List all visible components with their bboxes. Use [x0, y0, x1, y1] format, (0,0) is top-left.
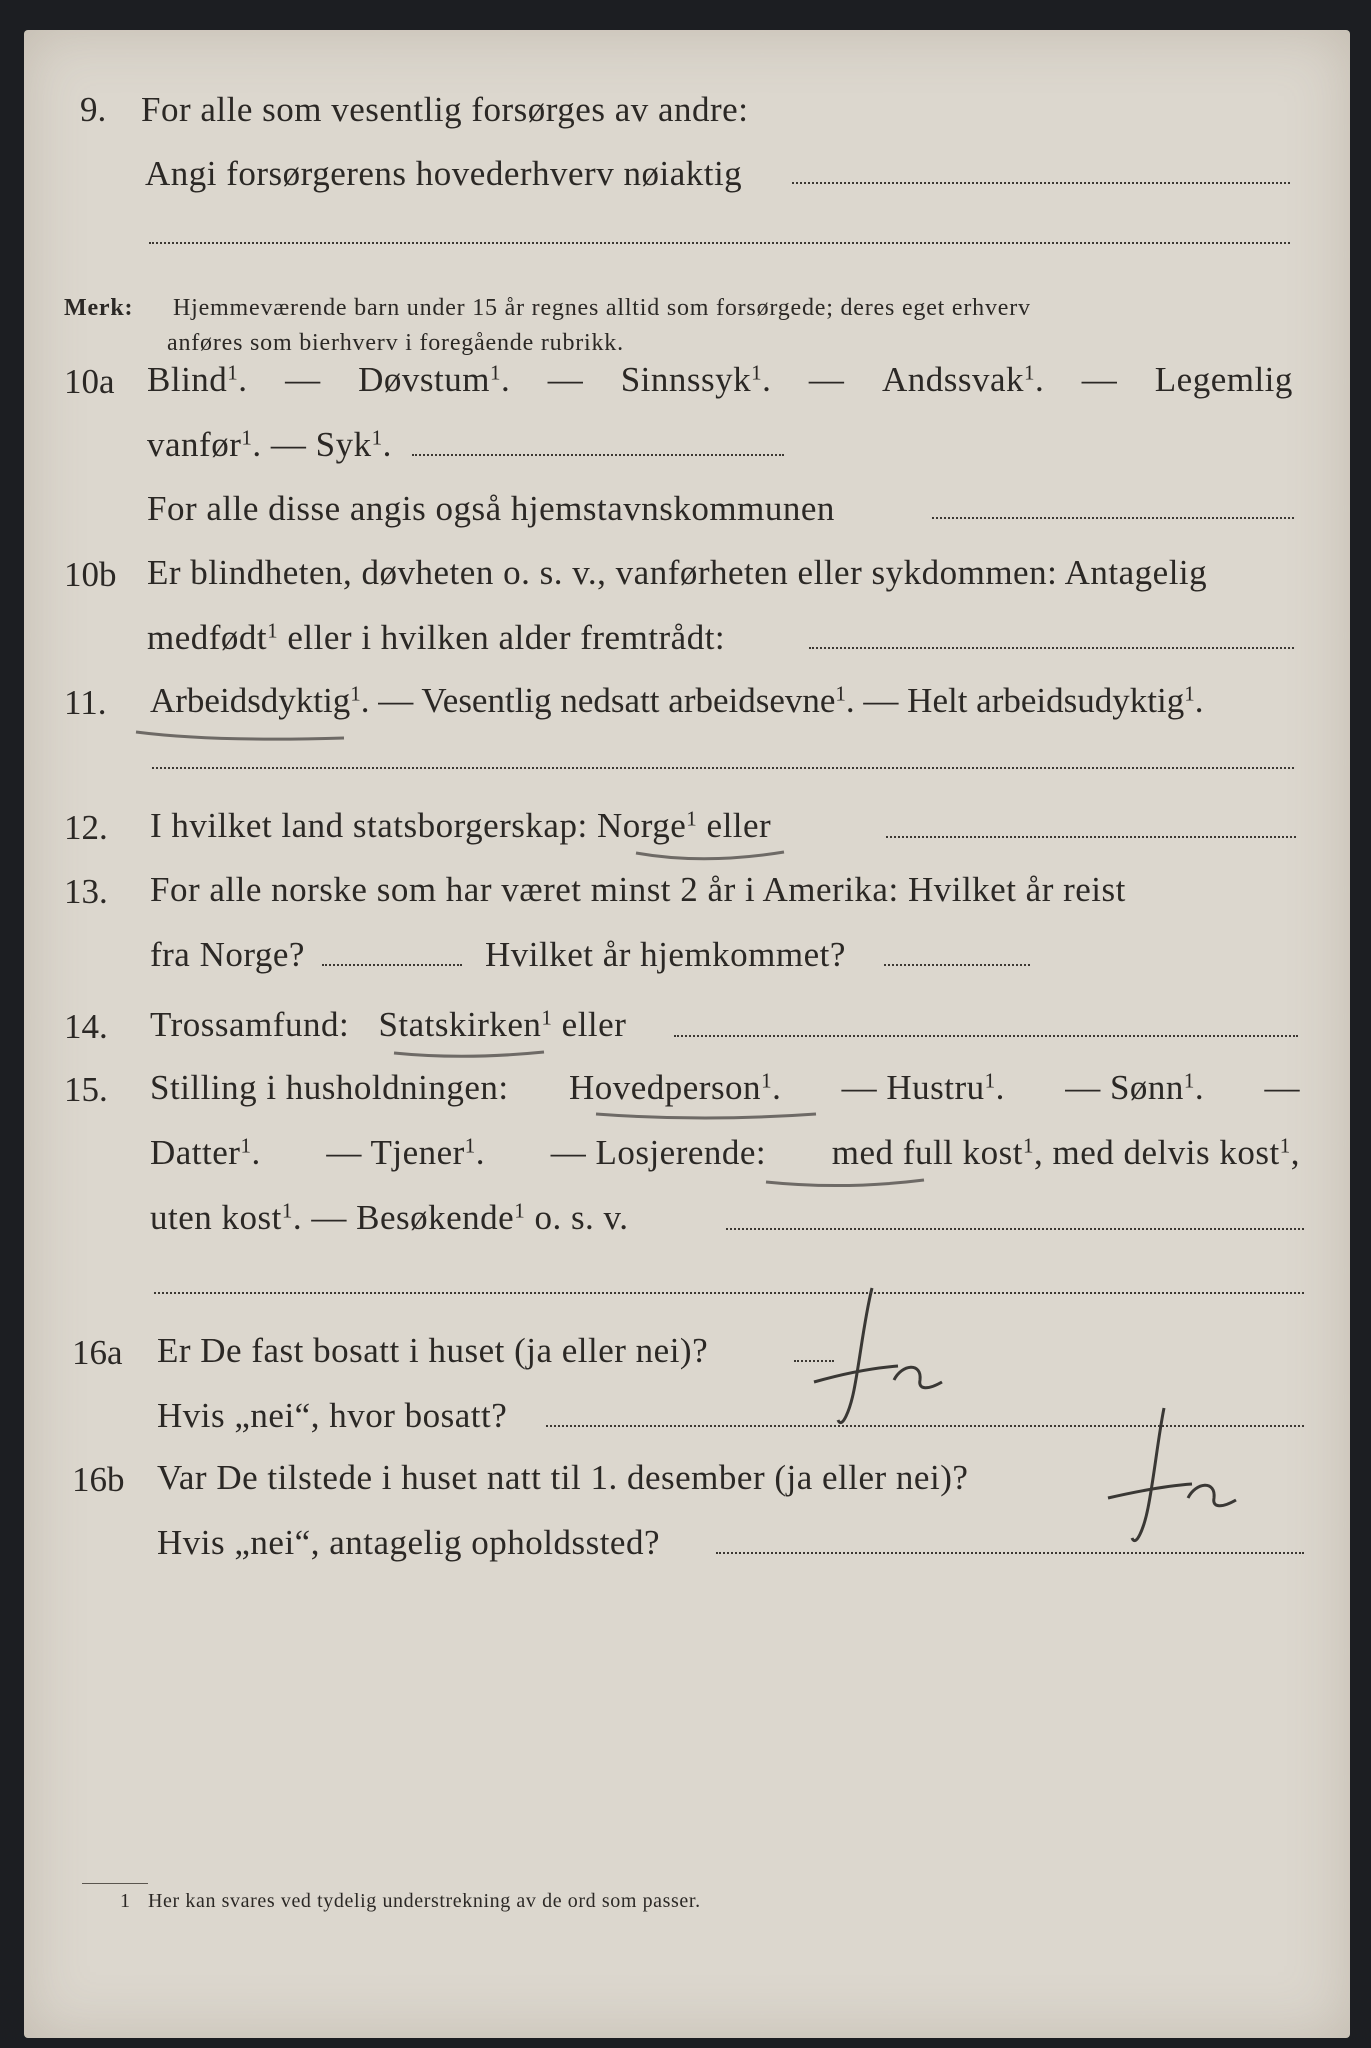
option-datter[interactable]: Datter$^1$.: [150, 1133, 261, 1172]
q10a-line-3: For alle disse angis også hjemstavnskommunen: [147, 489, 835, 528]
option-med-full-kost[interactable]: med full kost$^1$: [831, 1133, 1035, 1172]
option-dovstum[interactable]: Døvstum$^1$.: [358, 360, 511, 399]
q14-line: Trossamfund: Statskirken$^1$ eller: [150, 1005, 627, 1044]
option-sonn[interactable]: — Sønn$^1$.: [1065, 1068, 1205, 1107]
q13-line-2b: Hvilket år hjemkommet?: [485, 935, 846, 974]
option-hustru[interactable]: — Hustru$^1$.: [841, 1068, 1005, 1107]
q14-number: 14.: [64, 1007, 108, 1046]
option-besokende[interactable]: — Besøkende$^1$: [311, 1198, 526, 1237]
q16a-number: 16a: [72, 1333, 123, 1372]
q10b-number: 10b: [64, 555, 117, 594]
underline-norge: [636, 852, 784, 859]
q10a-line-2: vanfør$^1$. — Syk$^1$.: [147, 425, 392, 464]
option-helt-arbeidsudyktig[interactable]: — Helt arbeidsudyktig$^1$.: [863, 681, 1204, 720]
option-vesentlig-nedsatt[interactable]: — Vesentlig nedsatt arbeidsevne$^1$.: [378, 681, 855, 720]
option-med-delvis-kost[interactable]: , med delvis kost$^1$: [1034, 1133, 1291, 1172]
dash: —: [1081, 360, 1118, 399]
census-form-page: [24, 30, 1350, 2038]
q16b-line-1: Var De tilstede i huset natt til 1. desember (ja eller nei)?: [157, 1458, 969, 1497]
q15-line-2: Datter$^1$. — Tjener$^1$. — Losjerende: med full kost$^1$, med delvis kost$^1$,: [150, 1133, 1300, 1172]
dash: —: [285, 360, 321, 399]
q9-number: 9.: [80, 90, 107, 129]
option-blind[interactable]: Blind$^1$.: [147, 360, 248, 399]
underline-med-full-kost: [766, 1180, 924, 1186]
q13-number: 13.: [64, 872, 108, 911]
q16b-number: 16b: [72, 1460, 125, 1499]
footnote-mark: 1: [120, 1890, 131, 1912]
option-tjener[interactable]: — Tjener$^1$.: [326, 1133, 486, 1172]
footnote-text: Her kan svares ved tydelig understrekning av de ord som passer.: [148, 1890, 701, 1912]
dash: —: [808, 360, 845, 399]
q16b-answer-text: Ja: [1264, 1450, 1279, 1470]
option-medfodt[interactable]: medfødt$^1$: [147, 618, 279, 657]
q16a-answer-text: Ja: [1194, 1320, 1209, 1340]
option-sinnssyk[interactable]: Sinnssyk$^1$.: [620, 360, 772, 399]
q15-line-1: Stilling i husholdningen: Hovedperson$^1$. — Hustru$^1$. — Sønn$^1$. —: [150, 1068, 1300, 1107]
handwritten-answer-16b: [1094, 1398, 1254, 1568]
pencil-markings: [24, 30, 1350, 2038]
q10b-line-1: Er blindheten, døvheten o. s. v., vanførheten eller sykdommen: Antagelig: [147, 553, 1208, 592]
merk-line-2: anføres som bierhverv i foregående rubrikk.: [167, 330, 624, 356]
q11-number: 11.: [64, 683, 107, 722]
option-hovedperson[interactable]: Hovedperson$^1$.: [568, 1068, 782, 1107]
option-andssvak[interactable]: Andssvak$^1$.: [881, 360, 1045, 399]
merk-line-1: Hjemmeværende barn under 15 år regnes alltid som forsørgede; deres eget erhverv: [173, 295, 1031, 321]
q13-line-1: For alle norske som har været minst 2 år i Amerika: Hvilket år reist: [150, 870, 1126, 909]
q15-number: 15.: [64, 1070, 108, 1109]
q15-line-3: uten kost$^1$. — Besøkende$^1$ o. s. v.: [150, 1198, 629, 1237]
underline-statskirken: [394, 1052, 544, 1056]
q16b-line-2: Hvis „nei“, antagelig opholdssted?: [157, 1523, 660, 1562]
q9-text: For alle som vesentlig forsørges av andre:: [141, 90, 749, 129]
dash: —: [547, 360, 584, 399]
option-norge[interactable]: Norge$^1$: [596, 806, 698, 845]
q10a-number: 10a: [64, 362, 115, 401]
underline-hovedperson: [596, 1114, 816, 1118]
option-uten-kost[interactable]: uten kost$^1$.: [150, 1198, 303, 1237]
q16a-line-1: Er De fast bosatt i huset (ja eller nei)?: [157, 1331, 709, 1370]
handwritten-answer-16a: [802, 1270, 962, 1440]
merk-label: Merk:: [64, 295, 134, 321]
q9-subtext: Angi forsørgerens hovederhverv nøiaktig: [145, 154, 743, 193]
q16a-line-2: Hvis „nei“, hvor bosatt?: [157, 1396, 508, 1435]
option-statskirken[interactable]: Statskirken$^1$: [378, 1005, 553, 1044]
option-vanfor[interactable]: vanfør$^1$.: [147, 425, 262, 464]
q10b-line-2: medfødt$^1$ eller i hvilken alder fremtrådt:: [147, 618, 726, 657]
option-syk[interactable]: Syk$^1$.: [315, 425, 392, 464]
q12-line: I hvilket land statsborgerskap: Norge$^1$ eller: [150, 806, 772, 845]
underline-arbeidsdyktig: [136, 732, 344, 739]
option-arbeidsdyktig[interactable]: Arbeidsdyktig$^1$.: [150, 681, 370, 720]
q12-number: 12.: [64, 808, 108, 847]
option-legemlig[interactable]: Legemlig: [1154, 360, 1293, 399]
q13-line-2a: fra Norge?: [150, 935, 305, 974]
